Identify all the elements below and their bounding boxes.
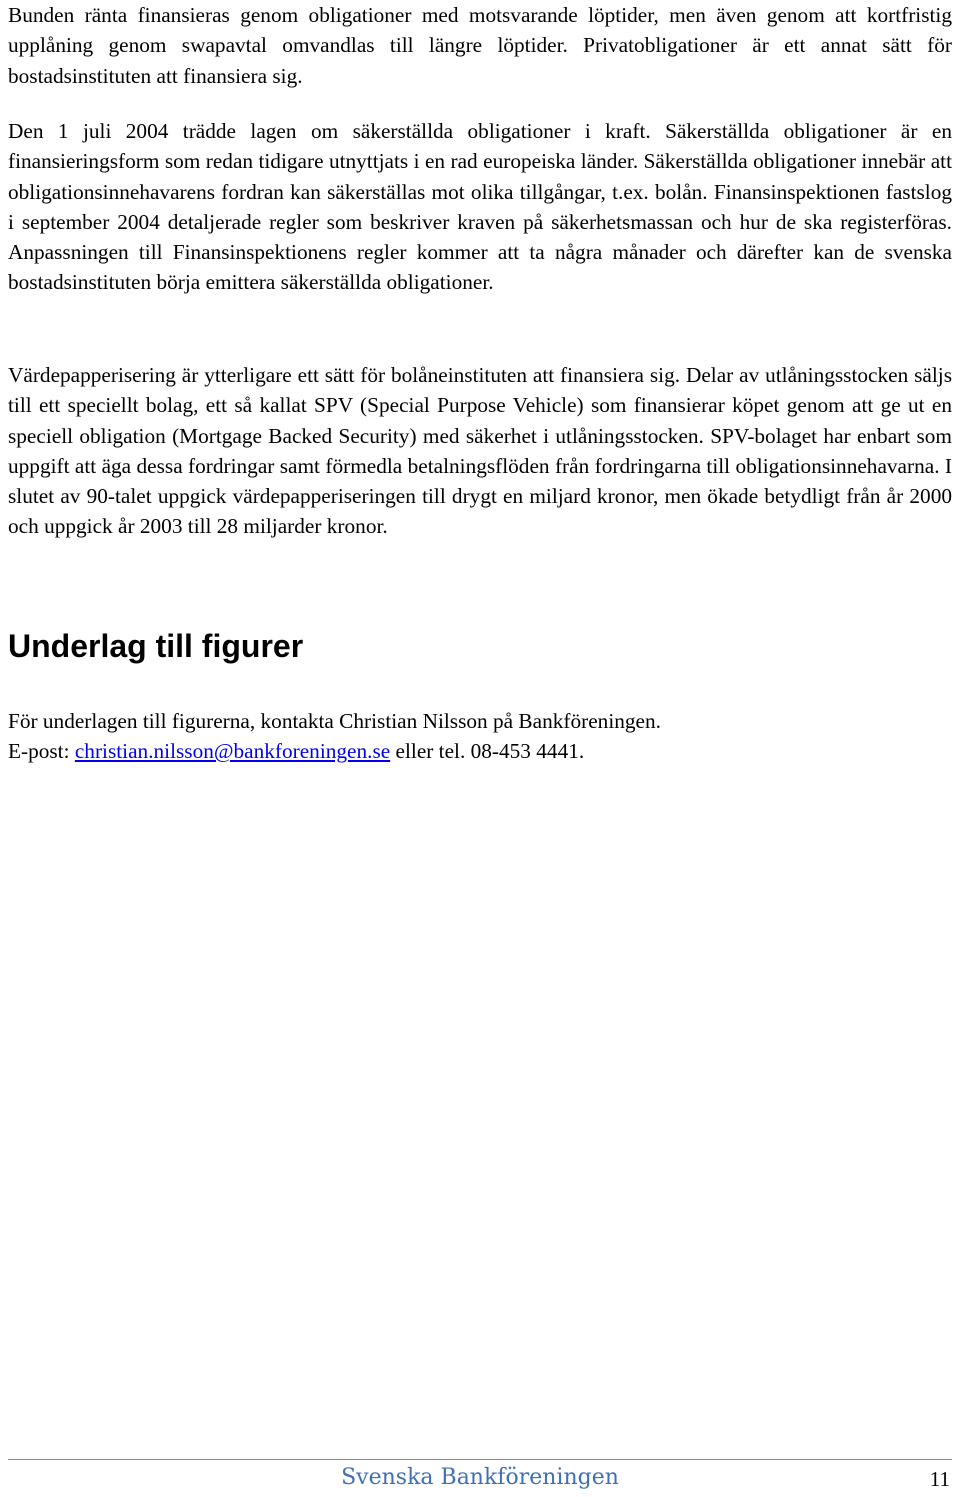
body-paragraph-covered-bonds: Den 1 juli 2004 trädde lagen om säkerställda obligationer i kraft. Säkerställda obligationer är en finansieringsform som redan tidigare utnyttjats i en rad europeiska länder. Säkerställda obligationer innebär att obligationsinnehavarens fordran kan säkerställas mot olika tillgångar, t.ex. bolån. Finansinspektionen fastslog i september 2004 detaljerade regler som beskriver kraven på säkerhetsmassan och hur de ska registerföras. Anpassningen till Finansinspektionens regler kommer att ta några månader och därefter kan de svenska bostadsinstituten börja emittera säkerställda obligationer. bbox=[8, 119, 952, 295]
contact-line: För underlagen till figurerna, kontakta Christian Nilsson på Bankföreningen. bbox=[8, 709, 661, 733]
footer-brand: Svenska Bankföreningen bbox=[341, 1465, 619, 1490]
email-prefix: E-post: bbox=[8, 739, 75, 764]
phone-text: eller tel. 08-453 4441. bbox=[390, 739, 585, 764]
body-paragraph-securitisation: Värdepapperisering är ytterligare ett sätt för bolåneinstituten att finansiera sig. Delar av utlåningsstocken säljs till ett speciellt bolag, ett så kallat SPV (Special Purpose Vehicle) som finansierar köpet genom att ge ut en speciell obligation (Mortgage Backed Security) med säkerhet i utlåningsstocken. SPV-bolaget har enbart som uppgift att äga dessa fordringar samt förmedla betalningsflöden från fordringarna till obligationsinnehavarna. I slutet av 90-talet uppgick värdepapperiseringen till drygt en miljard kronor, men ökade betydligt från år 2000 och uppgick år 2003 till 28 miljarder kronor. bbox=[8, 363, 952, 539]
page-number: 11 bbox=[929, 1467, 950, 1491]
section-heading: Underlag till figurer bbox=[8, 628, 304, 664]
footer-divider bbox=[8, 1459, 952, 1460]
email-link[interactable]: christian.nilsson@bankforeningen.se bbox=[74, 739, 391, 764]
contact-block bbox=[8, 706, 952, 767]
body-paragraph-financing: Bunden ränta finansieras genom obligationer med motsvarande löptider, men även genom att kortfristig upplåning genom swapavtal omvandlas till längre löptider. Privatobligationer är ett annat sätt för bostadsinstituten att finansiera sig. bbox=[8, 3, 952, 88]
